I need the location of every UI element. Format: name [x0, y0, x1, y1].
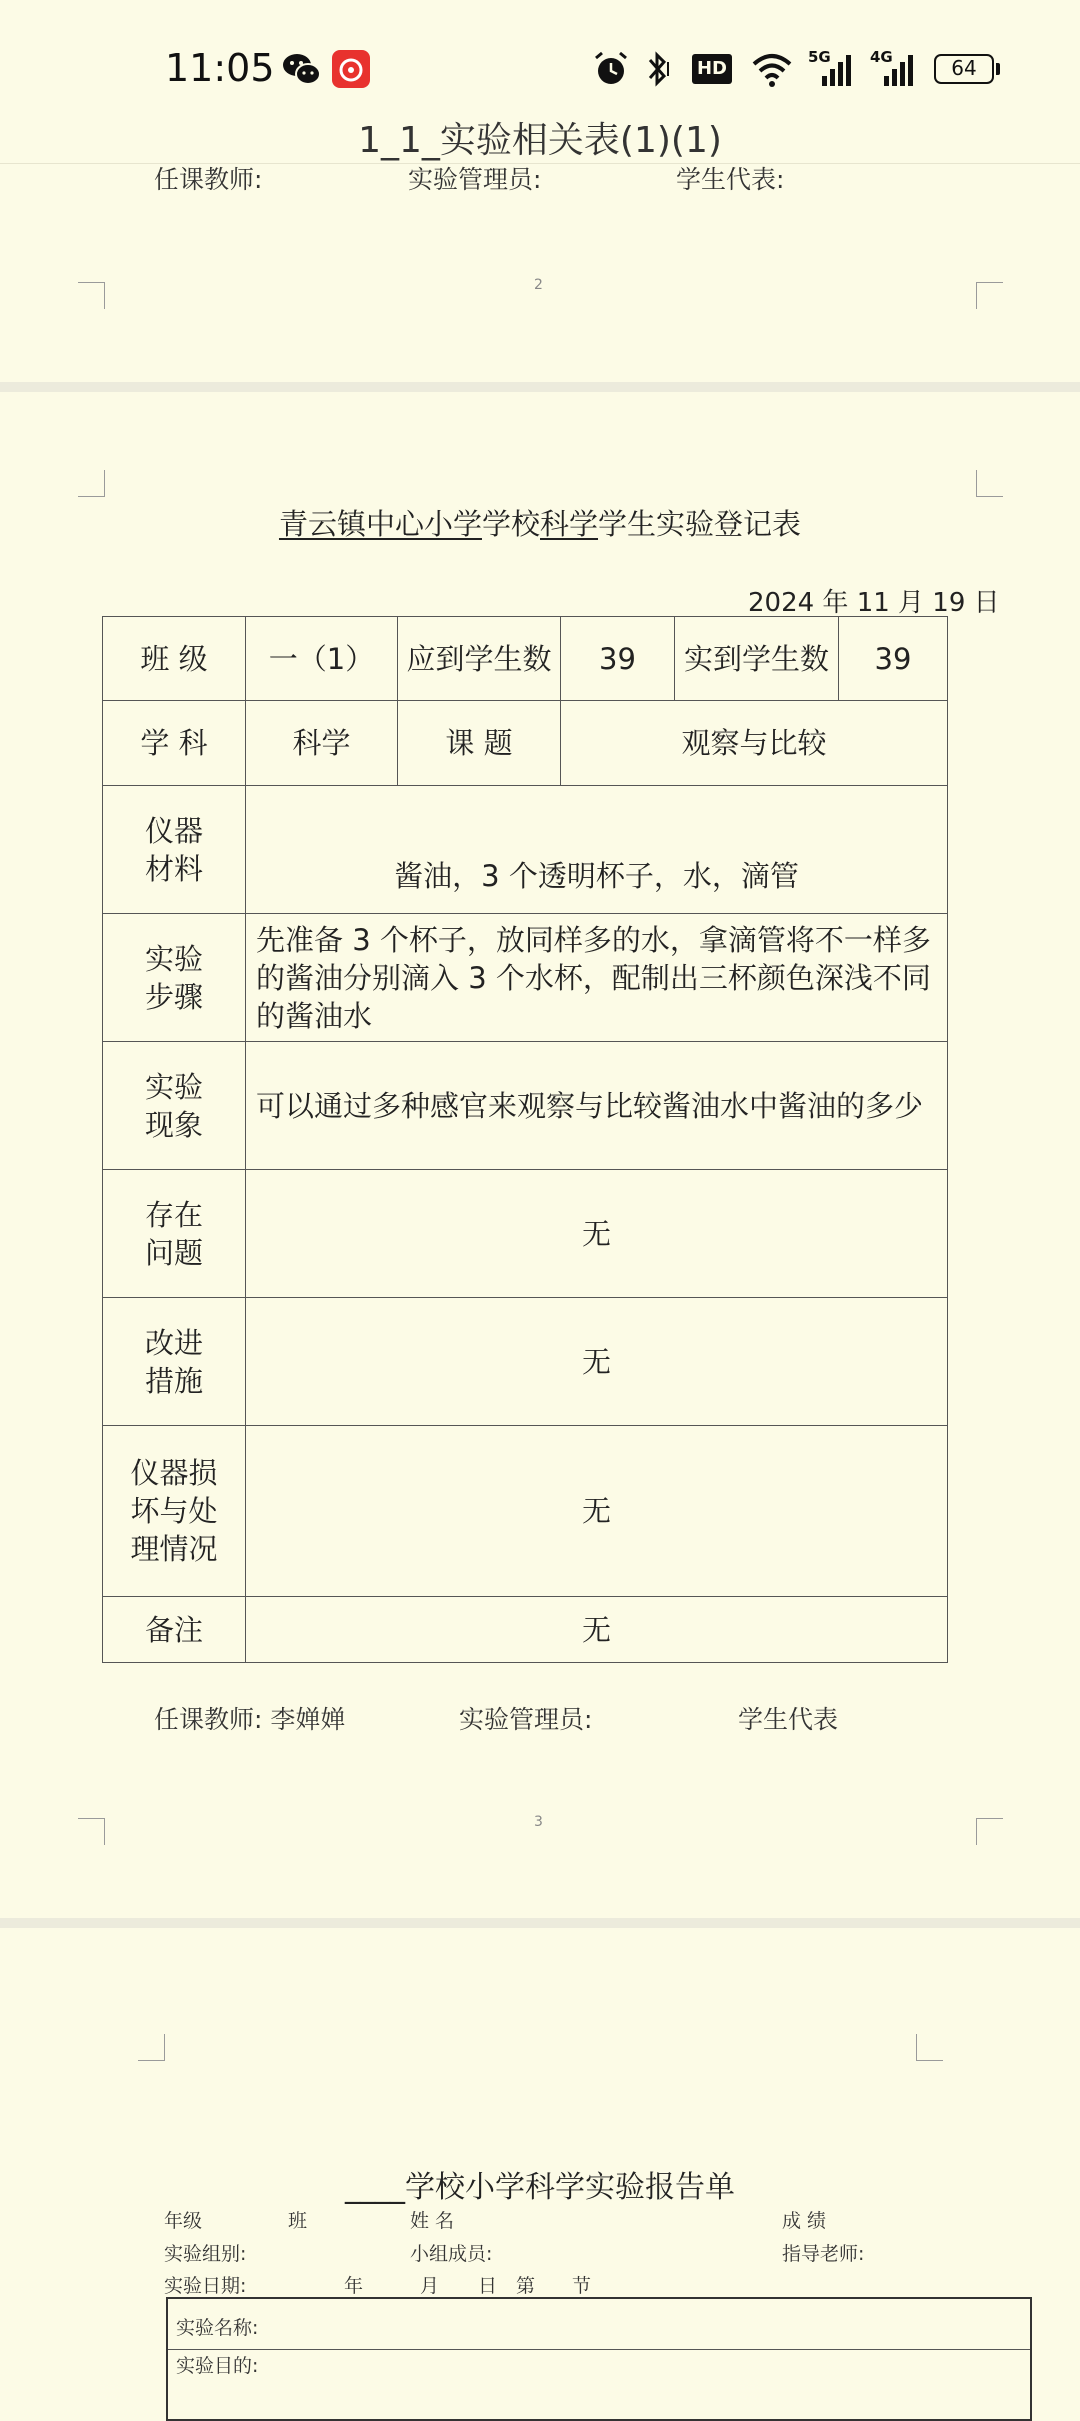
page4-corner-tl	[138, 2034, 165, 2061]
actual-students-value: 39	[839, 617, 948, 701]
page2-student-rep-label: 学生代表:	[676, 165, 785, 194]
page3-corner-tl	[78, 470, 105, 497]
class-label: 班 级	[103, 617, 246, 701]
problems-label: 存在 问题	[103, 1170, 246, 1298]
subject-value: 科学	[246, 701, 398, 786]
bluetooth-icon	[640, 50, 676, 88]
page-separator	[0, 1918, 1080, 1928]
class-label-p4: 班	[288, 2210, 308, 2232]
damage-label: 仪器损 坏与处 理情况	[103, 1426, 246, 1597]
subject-name: 科学	[540, 507, 599, 541]
page3-teacher-label: 任课教师: 李婵婵	[154, 1705, 346, 1734]
expected-students-value: 39	[561, 617, 675, 701]
score-label: 成 绩	[782, 2210, 827, 2232]
battery-level: 64	[951, 56, 977, 80]
page2-corner-br	[976, 282, 1003, 309]
expected-students-label: 应到学生数	[398, 617, 561, 701]
netease-music-icon	[332, 50, 370, 88]
exp-name-label: 实验名称:	[176, 2317, 259, 2339]
page3-corner-br	[976, 1818, 1003, 1845]
document-title: 1_1_实验相关表(1)(1)	[358, 120, 722, 161]
steps-label: 实验 步骤	[103, 914, 246, 1042]
steps-value: 先准备 3 个杯子，放同样多的水，拿滴管将不一样多的酱油分别滴入 3 个水杯，配制出三杯颜色深浅不同的酱油水	[246, 914, 948, 1042]
page2-number: 2	[534, 277, 543, 293]
signal-5g-icon	[808, 48, 854, 88]
page3-corner-tr	[976, 470, 1003, 497]
page3-lab-admin-label: 实验管理员:	[459, 1705, 593, 1734]
table-row	[103, 617, 948, 701]
page2-corner-bl	[78, 282, 105, 309]
page3-number: 3	[534, 1814, 543, 1830]
improve-label: 改进 措施	[103, 1298, 246, 1426]
remarks-value: 无	[246, 1597, 948, 1663]
hd-icon	[692, 54, 732, 84]
remarks-label: 备注	[103, 1597, 246, 1663]
signal-4g-label: 4G	[870, 48, 893, 66]
month-label: 月	[420, 2275, 440, 2297]
grade-label: 年级	[164, 2210, 203, 2232]
hd-label: HD	[696, 58, 727, 79]
improve-value: 无	[246, 1298, 948, 1426]
register-table-title	[0, 502, 1080, 543]
report-form-box	[166, 2297, 1032, 2421]
page2-lab-admin-label: 实验管理员:	[408, 165, 542, 194]
group-label: 实验组别:	[164, 2243, 247, 2265]
page3-student-rep-label: 学生代表	[738, 1705, 839, 1734]
damage-value: 无	[246, 1426, 948, 1597]
wechat-icon	[282, 50, 322, 88]
problems-value: 无	[246, 1170, 948, 1298]
advisor-label: 指导老师:	[782, 2243, 865, 2265]
materials-label: 仪器 材料	[103, 786, 246, 914]
report-sheet-title: ____学校小学科学实验报告单	[345, 2170, 735, 2205]
materials-value: 酱油，3 个透明杯子，水，滴管	[246, 786, 948, 914]
wifi-icon	[750, 50, 794, 88]
exp-purpose-row	[168, 2351, 1030, 2401]
school-name: 青云镇中心小学	[278, 507, 482, 541]
title-part-school: 学校	[481, 507, 540, 541]
battery-tip	[996, 63, 1000, 75]
table-row	[103, 786, 948, 914]
year-label: 年	[344, 2275, 364, 2297]
table-row	[103, 701, 948, 786]
exp-name-row	[168, 2299, 1030, 2350]
alarm-icon	[592, 50, 630, 88]
day-label: 日	[478, 2275, 498, 2297]
page4-corner-tr	[916, 2034, 943, 2061]
table-row	[103, 1597, 948, 1663]
phenomenon-label: 实验 现象	[103, 1042, 246, 1170]
table-row	[103, 1426, 948, 1597]
name-label: 姓 名	[410, 2210, 455, 2232]
table-row	[103, 1042, 948, 1170]
members-label: 小组成员:	[410, 2243, 493, 2265]
exp-purpose-label: 实验目的:	[176, 2355, 259, 2377]
register-date: 2024 年 11 月 19 日	[748, 588, 1000, 618]
actual-students-label: 实到学生数	[675, 617, 839, 701]
topic-value: 观察与比较	[561, 701, 948, 786]
topic-label: 课 题	[398, 701, 561, 786]
table-row	[103, 1170, 948, 1298]
subject-label: 学 科	[103, 701, 246, 786]
table-row	[103, 1298, 948, 1426]
page-separator	[0, 382, 1080, 392]
class-value: 一（1）	[246, 617, 398, 701]
signal-5g-label: 5G	[808, 48, 831, 66]
page3-corner-bl	[78, 1818, 105, 1845]
phenomenon-value: 可以通过多种感官来观察与比较酱油水中酱油的多少	[246, 1042, 948, 1170]
status-time: 11:05	[165, 46, 275, 90]
table-row	[103, 914, 948, 1042]
date-label: 实验日期:	[164, 2275, 247, 2297]
period-suffix-label: 节	[572, 2275, 592, 2297]
experiment-register-table	[102, 616, 948, 1663]
title-part-rest: 学生实验登记表	[598, 507, 802, 541]
page2-teacher-label: 任课教师:	[154, 165, 263, 194]
signal-4g-icon	[870, 48, 916, 88]
battery-icon	[934, 54, 994, 84]
period-prefix-label: 第	[516, 2275, 536, 2297]
